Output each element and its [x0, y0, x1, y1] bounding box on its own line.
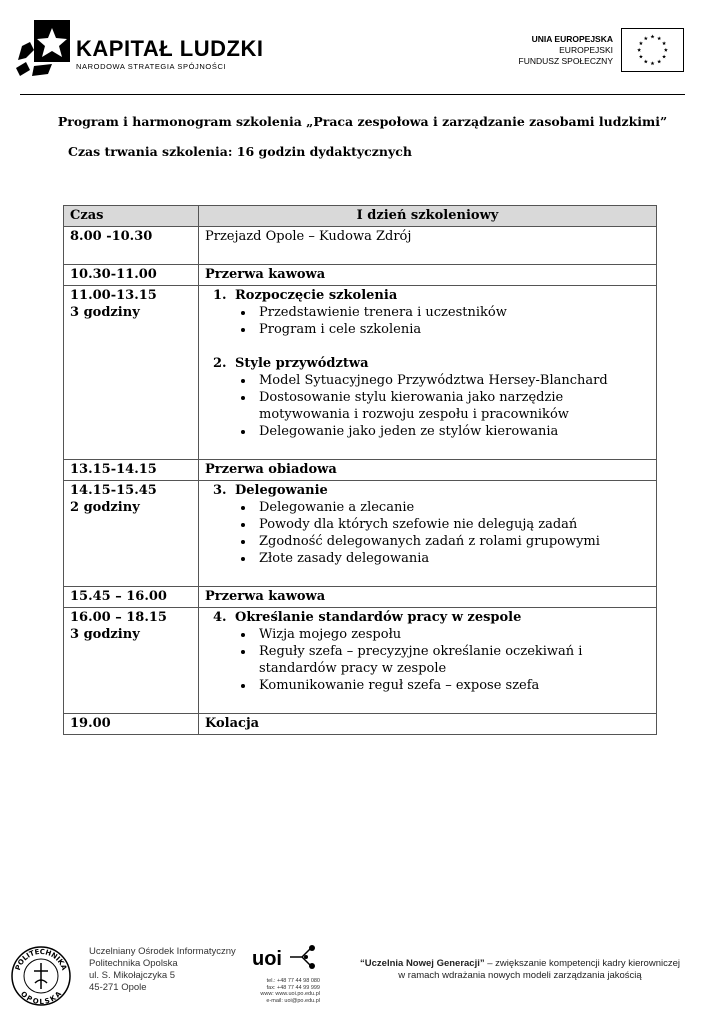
table-row [64, 286, 657, 460]
section-title [213, 609, 650, 626]
row-time-cell [64, 286, 199, 460]
section-items [213, 626, 650, 694]
slogan-bold: “Uczelnia Nowej Generacji” [360, 958, 485, 969]
contact-tel: tel.: +48 77 44 98 080 [266, 978, 320, 984]
section-title-text: Style przywództwa [235, 356, 369, 371]
footer-slogan [340, 958, 700, 982]
politechnika-opolska-seal-icon [10, 945, 72, 1007]
table-row [64, 265, 657, 286]
eu-star-icon [664, 48, 668, 52]
row-content: Kolacja [199, 714, 657, 735]
row-time: 8.00 -10.30 [64, 227, 199, 265]
table-row [64, 608, 657, 714]
uoi-logo [250, 944, 322, 970]
eu-star-icon [657, 36, 661, 40]
section-items [213, 304, 650, 338]
header-day: I dzień szkoleniowy [199, 206, 657, 227]
svg-text:OPOLSKA [19, 989, 63, 1006]
row-content [199, 481, 657, 587]
table-header-row [64, 206, 657, 227]
table-row [64, 714, 657, 735]
section-number: 4. [213, 610, 227, 625]
row-time-cell [64, 608, 199, 714]
list-item: • Przedstawienie trenera i uczestników [255, 304, 650, 321]
row-hours: 2 godziny [70, 500, 140, 515]
section [213, 287, 650, 338]
table-row [64, 481, 657, 587]
row-content-text: Przejazd Opole – Kudowa Zdrój [205, 229, 412, 244]
eu-line-3: FUNDUSZ SPOŁECZNY [518, 56, 613, 66]
list-item: • Program i cele szkolenia [255, 321, 650, 338]
list-item: • Dostosowanie stylu kierowania jako narzędzie motywowania i rozwoju zespołu i pracowników [255, 389, 650, 423]
header-time: Czas [64, 206, 199, 227]
kapital-ludzki-title: KAPITAŁ LUDZKI [76, 36, 264, 61]
kapital-ludzki-subtitle: NARODOWA STRATEGIA SPÓJNOŚCI [76, 62, 227, 71]
footer-contact [248, 978, 320, 1004]
section-items [213, 499, 650, 567]
section-items [213, 372, 650, 440]
eu-star-icon [639, 41, 643, 45]
row-time: 11.00-13.15 [70, 288, 157, 303]
spacer [205, 567, 650, 584]
section-title [213, 482, 650, 499]
row-content [199, 227, 657, 265]
spacer [205, 440, 650, 457]
eu-fund-text [519, 34, 613, 67]
row-time: 14.15-15.45 [70, 483, 157, 498]
section-number: 1. [213, 288, 227, 303]
address-line: 45-271 Opole [89, 982, 147, 993]
list-item: • Zgodność delegowanych zadań z rolami grupowymi [255, 533, 650, 550]
list-item: • Reguły szefa – precyzyjne określanie oczekiwań i standardów pracy w zespole [255, 643, 650, 677]
row-time: 10.30-11.00 [64, 265, 199, 286]
slogan-line-1 [340, 958, 700, 970]
contact-www: www: www.uoi.po.edu.pl [260, 991, 320, 997]
row-content: Przerwa kawowa [199, 265, 657, 286]
address-line: Uczelniany Ośrodek Informatyczny [89, 946, 236, 957]
section-title-text: Delegowanie [235, 483, 328, 498]
document-title: Program i harmonogram szkolenia „Praca zespołowa i zarządzanie zasobami ludzkimi” [57, 114, 668, 129]
slogan-line-2: w ramach wdrażania nowych modeli zarządzania jakością [398, 970, 642, 981]
address-line: ul. S. Mikołajczyka 5 [89, 970, 176, 981]
list-item: • Model Sytuacyjnego Przywództwa Hersey-Blanchard [255, 372, 650, 389]
eu-star-icon [639, 55, 643, 59]
seal-top-text: POLITECHNIKA [13, 947, 69, 972]
section-title-text: Rozpoczęcie szkolenia [235, 288, 398, 303]
row-time: 13.15-14.15 [64, 460, 199, 481]
footer-address [89, 946, 236, 994]
row-time-cell [64, 481, 199, 587]
kapital-ludzki-star-logo [12, 18, 72, 80]
uoi-logo-text: uoi [252, 948, 282, 970]
table-row [64, 227, 657, 265]
row-hours: 3 godziny [70, 305, 140, 320]
section-number: 2. [213, 356, 227, 371]
list-item: • Delegowanie jako jeden ze stylów kierowania [255, 423, 650, 440]
row-content: Przerwa kawowa [199, 587, 657, 608]
row-content [199, 286, 657, 460]
eu-star-icon [651, 35, 655, 39]
list-item: • Wizja mojego zespołu [255, 626, 650, 643]
eu-star-icon [644, 36, 648, 40]
list-item: • Delegowanie a zlecanie [255, 499, 650, 516]
seal-bottom-text: OPOLSKA [18, 989, 64, 1007]
spacer [205, 338, 650, 355]
address-line: Politechnika Opolska [89, 958, 178, 969]
eu-star-icon [662, 55, 666, 59]
eu-star-icon [651, 61, 655, 65]
section-number: 3. [213, 483, 227, 498]
eu-star-icon [637, 48, 641, 52]
section [213, 482, 650, 567]
eu-line-1: UNIA EUROPEJSKA [531, 34, 613, 44]
row-content [199, 608, 657, 714]
table-row [64, 460, 657, 481]
list-item: • Złote zasady delegowania [255, 550, 650, 567]
header-divider [20, 94, 685, 95]
contact-fax: fax: +48 77 44 99 999 [266, 984, 320, 991]
row-content: Przerwa obiadowa [199, 460, 657, 481]
section-title [213, 355, 650, 372]
eu-star-icon [662, 41, 666, 45]
eu-line-2: EUROPEJSKI [559, 45, 613, 55]
eu-flag-icon [621, 28, 684, 72]
eu-star-icon [644, 59, 648, 63]
section-title-text: Określanie standardów pracy w zespole [235, 610, 522, 625]
table-row [64, 587, 657, 608]
schedule-table [63, 205, 657, 735]
section [213, 609, 650, 694]
spacer [205, 694, 650, 711]
slogan-rest: – zwiększanie kompetencji kadry kierowniczej [484, 958, 680, 969]
row-hours: 3 godziny [70, 627, 140, 642]
section-title [213, 287, 650, 304]
list-item: • Powody dla których szefowie nie delegują zadań [255, 516, 650, 533]
list-item: • Komunikowanie reguł szefa – expose szefa [255, 677, 650, 694]
row-time: 19.00 [64, 714, 199, 735]
training-duration: Czas trwania szkolenia: 16 godzin dydaktycznych [68, 144, 412, 159]
section [213, 355, 650, 440]
row-time: 15.45 – 16.00 [64, 587, 199, 608]
eu-star-icon [657, 59, 661, 63]
contact-email: e-mail: uoi@po.edu.pl [266, 997, 320, 1004]
row-time: 16.00 – 18.15 [70, 610, 167, 625]
